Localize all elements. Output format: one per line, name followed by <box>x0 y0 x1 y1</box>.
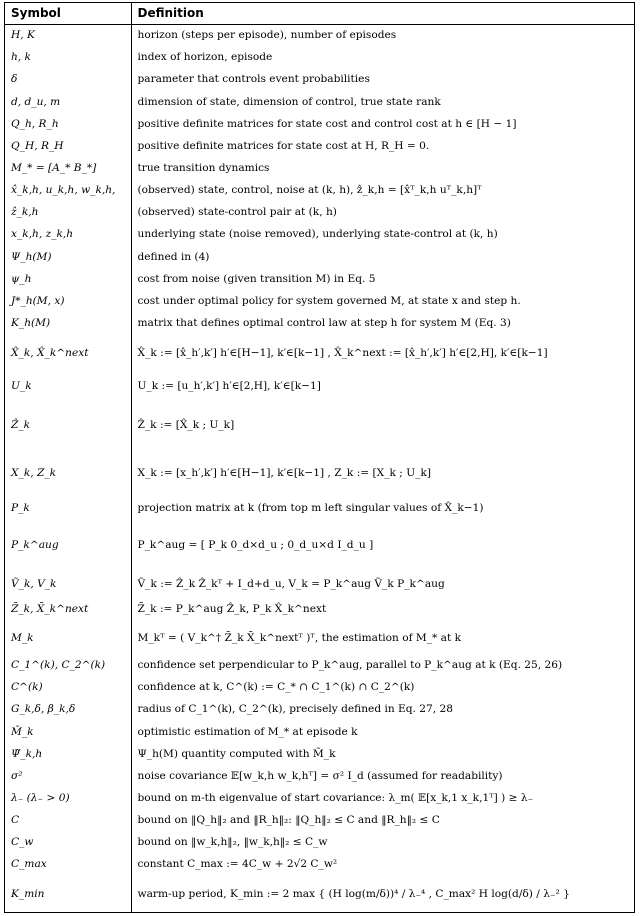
definition-cell: X_k := [x_h′,k′] h′∈[H−1], k′∈[k−1] , Z_k := [X_k ; U_k] <box>137 466 431 479</box>
definition-column-header: Definition <box>131 3 634 24</box>
symbol-cell: x_k,h, z_k,h <box>5 223 131 245</box>
definition-cell: positive definite matrices for state cost and control cost at h ∈ [H − 1] <box>137 117 517 130</box>
definition-cell: X̂_k := [x̂_h′,k′] h′∈[H−1], k′∈[k−1] , X̂_k^next := [x̂_h′,k′] h′∈[2,H], k′∈[k−1] <box>137 347 548 360</box>
symbol-cell: C <box>5 809 131 831</box>
symbol-cell: h, k <box>5 46 131 68</box>
table-row <box>5 223 634 245</box>
table-row <box>5 519 634 571</box>
definition-cell: projection matrix at k (from top m left singular values of X̂_k−1) <box>137 502 484 515</box>
definition-cell: optimistic estimation of M_* at episode k <box>137 725 358 738</box>
definition-cell: horizon (steps per episode), number of episodes <box>137 29 397 42</box>
definition-cell: Z̄_k := P_k^aug Ẑ_k, P_k X̂_k^next <box>137 603 327 616</box>
table-row <box>5 91 634 113</box>
symbol-cell: C_1^(k), C_2^(k) <box>5 654 131 676</box>
symbol-cell: P_k <box>5 497 131 519</box>
symbol-cell: ψ_h <box>5 268 131 290</box>
symbol-cell: x̂_k,h, u_k,h, w_k,h, <box>5 179 131 201</box>
definition-cell: defined in (4) <box>137 250 210 263</box>
table-row <box>5 622 634 654</box>
symbol-cell: G_k,δ, β_k,δ <box>5 698 131 720</box>
table-row <box>5 853 634 875</box>
definition-cell: Ψ_h(M) quantity computed with M̃_k <box>137 747 336 760</box>
table-row <box>5 46 634 68</box>
definition-cell: Ẑ_k := [X̂_k ; U_k] <box>137 418 235 431</box>
table-row <box>5 401 634 449</box>
table-row <box>5 676 634 698</box>
definition-cell: bound on m-th eigenvalue of start covariance: λ_m( 𝔼[x_k,1 x_k,1ᵀ] ) ≥ λ₋ <box>137 791 534 804</box>
table-row <box>5 68 634 90</box>
definition-cell: noise covariance 𝔼[w_k,h w_k,hᵀ] = σ² I_d (assumed for readability) <box>137 769 503 782</box>
table-row <box>5 597 634 622</box>
symbol-cell: H, K <box>5 24 131 46</box>
definition-cell: confidence set perpendicular to P_k^aug, parallel to P_k^aug at k (Eq. 25, 26) <box>137 659 563 672</box>
symbol-cell: Ψ̃_k,h <box>5 743 131 765</box>
symbol-cell: Ṽ_k, V_k <box>5 572 131 597</box>
table-row <box>5 743 634 765</box>
table-row <box>5 765 634 787</box>
symbol-cell: Ẑ_k <box>5 401 131 449</box>
symbol-cell: Z̄_k, X̄_k^next <box>5 597 131 622</box>
definition-cell: (observed) state, control, noise at (k, h), ẑ_k,h = [x̂ᵀ_k,h uᵀ_k,h]ᵀ <box>137 184 482 197</box>
symbol-cell: U_k <box>5 372 131 400</box>
table-row <box>5 787 634 809</box>
definition-cell: bound on ‖w_k,h‖₂, ‖w_k,h‖₂ ≤ C_w <box>137 836 328 849</box>
symbol-cell: X̂_k, X̂_k^next <box>5 334 131 372</box>
table-row <box>5 334 634 372</box>
definition-cell: true transition dynamics <box>137 161 270 174</box>
definition-cell: (observed) state-control pair at (k, h) <box>137 206 337 219</box>
symbol-cell: d, d_u, m <box>5 91 131 113</box>
definition-cell: constant C_max := 4C_w + 2√2 C_w² <box>137 858 338 871</box>
table-row <box>5 654 634 676</box>
symbol-cell: K_min <box>5 876 131 912</box>
symbol-cell: Ψ_h(M) <box>5 246 131 268</box>
notation-table-frame <box>4 2 635 913</box>
table-row <box>5 268 634 290</box>
table-row <box>5 372 634 400</box>
table-row <box>5 698 634 720</box>
table-row <box>5 876 634 912</box>
symbol-cell: Q_H, R_H <box>5 135 131 157</box>
table-row <box>5 135 634 157</box>
symbol-cell: M_* = [A_* B_*] <box>5 157 131 179</box>
definition-cell: positive definite matrices for state cost at H, R_H = 0. <box>137 139 430 152</box>
symbol-cell: M̃_k <box>5 721 131 743</box>
symbol-cell: X_k, Z_k <box>5 449 131 497</box>
symbol-cell: P_k^aug <box>5 519 131 571</box>
symbol-cell: K_h(M) <box>5 312 131 334</box>
table-row <box>5 113 634 135</box>
symbol-cell: λ₋ (λ₋ > 0) <box>5 787 131 809</box>
definition-cell: confidence at k, C^(k) := C_* ∩ C_1^(k) ∩ C_2^(k) <box>137 681 415 694</box>
symbol-cell: C_w <box>5 831 131 853</box>
table-row <box>5 201 634 223</box>
table-row <box>5 831 634 853</box>
table-row <box>5 572 634 597</box>
definition-cell: M_kᵀ = ( V_k^† Z̄_k X̄_k^nextᵀ )ᵀ, the estimation of M_* at k <box>137 631 462 644</box>
table-row <box>5 179 634 201</box>
table-row <box>5 157 634 179</box>
table-row <box>5 312 634 334</box>
table-row <box>5 809 634 831</box>
table-row <box>5 24 634 46</box>
table-header-row <box>5 3 634 24</box>
symbol-cell: δ <box>5 68 131 90</box>
symbol-column-header: Symbol <box>5 3 131 24</box>
definition-cell: warm-up period, K_min := 2 max { (H log(m/δ))⁴ / λ₋⁴ , C_max² H log(d/δ) / λ₋² } <box>137 887 570 900</box>
symbol-cell: C^(k) <box>5 676 131 698</box>
table-row <box>5 449 634 497</box>
table-body <box>5 24 634 912</box>
definition-cell: parameter that controls event probabilities <box>137 73 370 86</box>
definition-cell: Ṽ_k := Ẑ_k Ẑ_kᵀ + I_d+d_u, V_k = P_k^aug Ṽ_k P_k^aug <box>137 578 445 591</box>
definition-cell: radius of C_1^(k), C_2^(k), precisely defined in Eq. 27, 28 <box>137 703 453 716</box>
notation-table <box>5 3 634 912</box>
symbol-cell: C_max <box>5 853 131 875</box>
symbol-cell: Q_h, R_h <box>5 113 131 135</box>
definition-cell: cost from noise (given transition M) in Eq. 5 <box>137 272 376 285</box>
symbol-cell: ẑ_k,h <box>5 201 131 223</box>
symbol-cell: M_k <box>5 622 131 654</box>
symbol-cell: J*_h(M, x) <box>5 290 131 312</box>
definition-cell: underlying state (noise removed), underlying state-control at (k, h) <box>137 228 498 241</box>
definition-cell: index of horizon, episode <box>137 51 273 64</box>
definition-cell: dimension of state, dimension of control, true state rank <box>137 95 441 108</box>
table-row <box>5 721 634 743</box>
table-row <box>5 497 634 519</box>
definition-cell: cost under optimal policy for system governed M, at state x and step h. <box>137 294 521 307</box>
definition-cell: matrix that defines optimal control law at step h for system M (Eq. 3) <box>137 316 511 329</box>
definition-cell: bound on ‖Q_h‖₂ and ‖R_h‖₂: ‖Q_h‖₂ ≤ C and ‖R_h‖₂ ≤ C <box>137 814 440 827</box>
table-row <box>5 290 634 312</box>
symbol-cell: σ² <box>5 765 131 787</box>
definition-cell: P_k^aug = [ P_k 0_d×d_u ; 0_d_u×d I_d_u ] <box>137 539 374 552</box>
definition-cell: U_k := [u_h′,k′] h′∈[2,H], k′∈[k−1] <box>137 380 321 393</box>
table-row <box>5 246 634 268</box>
